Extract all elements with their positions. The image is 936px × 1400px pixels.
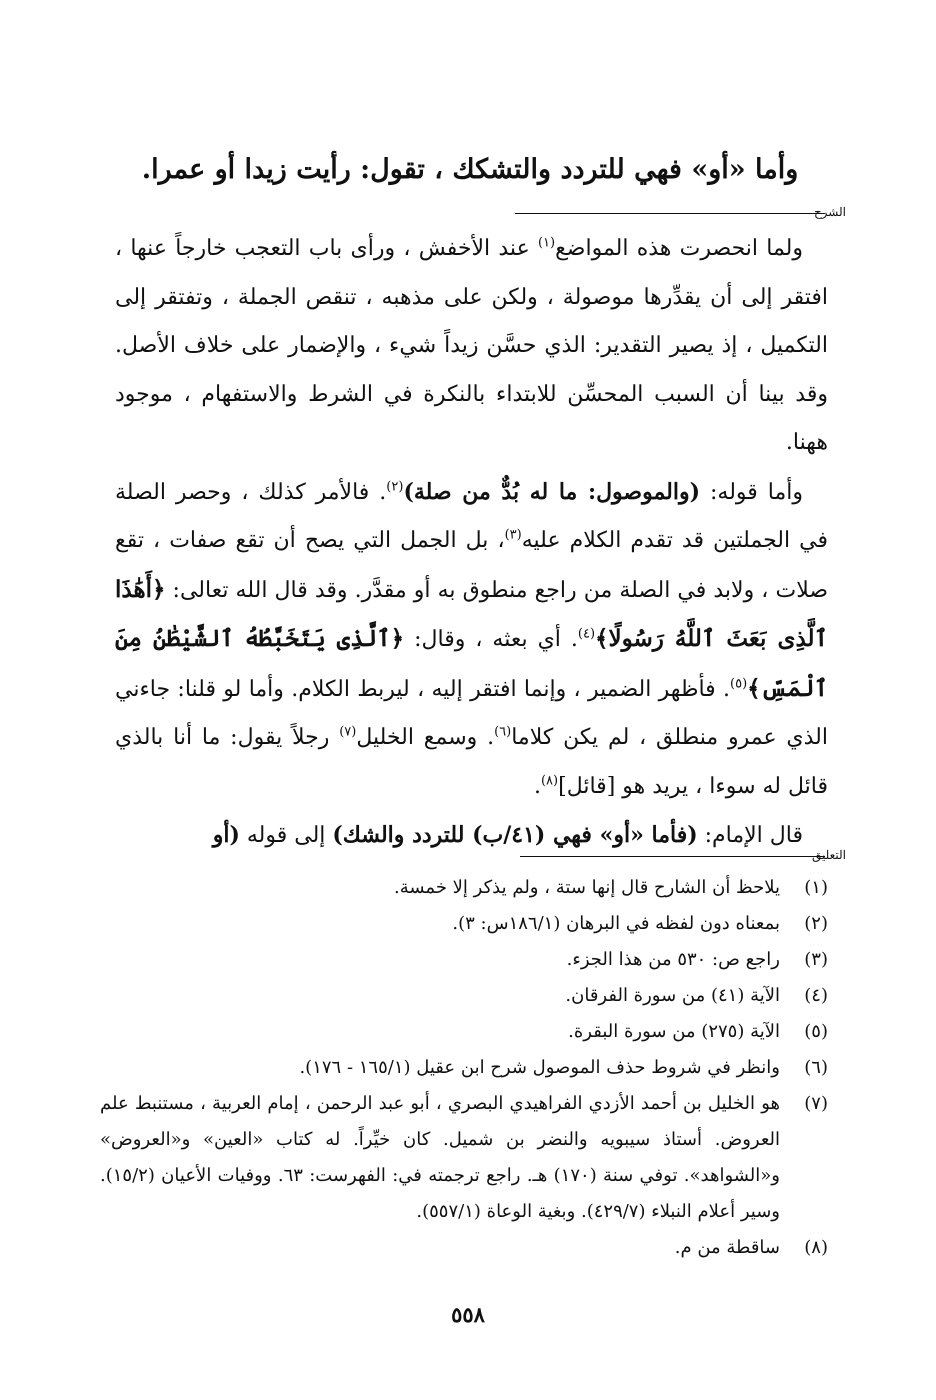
- footnote-text: وانظر في شروط حذف الموصول شرح ابن عقيل (١٦٥/١ - ١٧٦).: [299, 1057, 780, 1078]
- text-run: رجلاً يقول: ما أنا بالذي قائل له سوءا ، يريد هو [قائل]: [115, 725, 828, 799]
- footnote-number: (٣): [804, 949, 828, 970]
- footnote-text: الآية (٢٧٥) من سورة البقرة.: [568, 1021, 780, 1042]
- footnote-3: [100, 942, 828, 978]
- footnote-number: (٨): [804, 1237, 828, 1258]
- footnote-ref-3: (٣): [504, 527, 522, 543]
- text-run: .: [533, 773, 541, 799]
- quran-verse-2: ﴿ٱلَّذِى يَتَخَبَّطُهُ ٱلشَّيْطَٰنُ مِنَ ٱلْمَسِّ﴾: [115, 625, 828, 702]
- text-run: . فأظهر الضمير ، وإنما افتقر إليه ، ليربط الكلام. وأما لو قلنا: جاءني الذي عمرو منطلق ، لم يكن كلاما: [115, 676, 828, 750]
- commentary-body: [115, 225, 828, 861]
- footnote-ref-8: (٨): [540, 773, 559, 789]
- matn-heading: وأما «أو» فهي للتردد والتشكك ، تقول: رأيت زيدا أو عمرا.: [141, 154, 799, 185]
- paragraph-2: [115, 468, 828, 812]
- footnote-number: (٤): [804, 985, 828, 1006]
- footnote-ref-4: (٤): [577, 626, 596, 642]
- paragraph-3: [115, 811, 828, 861]
- footnote-text: راجع ص: ٥٣٠ من هذا الجزء.: [566, 949, 780, 970]
- text-run: . أي بعثه ، وقال:: [404, 627, 578, 652]
- footnote-text: هو الخليل بن أحمد الأزدي الفراهيدي البصري ، أبو عبد الرحمن ، إمام العربية ، مستنبط علم العروض. أستاذ سيبويه والنضر بن شميل. كان خيِّراً. له كتاب «العين» و«العروض» و«الشواهد». توفي سنة (١٧٠) هـ. راجع ترجمته في: الفهرست: ٦٣. ووفيات الأعيان (١٥/٢). وسير أعلام النبلاء (٤٢٩/٧). وبغية الوعاة (٥٥٧/١).: [100, 1093, 781, 1222]
- page-number: ٥٥٨: [451, 1302, 485, 1327]
- text-run: ، بل الجمل التي يصح أن تقع صفات ، تقع صلات ، ولابد في الصلة من راجع منطوق به أو مقدَّر. وقد قال الله تعالى:: [115, 528, 828, 603]
- footnote-ref-5: (٥): [730, 676, 748, 692]
- text-run: عند الأخفش ، ورأى باب التعجب خارجاً عنها ، افتقر إلى أن يقدِّرها موصولة ، ولكن على مذهبه ، تنقص الجملة ، وتفتقر إلى التكميل ، إذ يصير التقدير: الذي حسَّن زيداً شيء ، والإضمار على خلاف الأصل. وقد بينا أن السبب المحسِّن للابتداء بالنكرة في الشرط والاستفهام ، موجود ههنا.: [115, 236, 828, 455]
- text-run: ولما انحصرت هذه المواضع: [555, 236, 804, 261]
- footnote-8: [100, 1230, 828, 1266]
- taliq-label: التعليق: [811, 848, 846, 862]
- footnote-7: [100, 1086, 828, 1230]
- footnote-ref-7: (٧): [339, 724, 357, 740]
- footnote-6: [100, 1050, 828, 1086]
- quoted-matn: (أو: [212, 822, 240, 848]
- footnote-number: (١): [804, 877, 828, 898]
- quoted-matn: (والموصول: ما له بُدٌّ من صلة): [403, 478, 701, 505]
- sharh-label: الشرح: [813, 205, 846, 219]
- footnote-1: [100, 870, 828, 906]
- quran-verse-1: ﴿أَهَٰذَا ٱلَّذِى بَعَثَ ٱللَّهُ رَسُولًا﴾: [115, 575, 828, 652]
- footnote-number: (٦): [804, 1057, 828, 1078]
- footnote-ref-1: (١): [537, 235, 556, 251]
- footnote-number: (٧): [804, 1093, 828, 1114]
- sharh-divider: [515, 213, 825, 214]
- taliq-divider: [520, 856, 825, 857]
- paragraph-1: [115, 225, 828, 468]
- footnote-number: (٥): [804, 1021, 828, 1042]
- footnote-text: الآية (٤١) من سورة الفرقان.: [565, 985, 780, 1006]
- footnote-text: ساقطة من م.: [674, 1237, 780, 1258]
- text-run: قال الإمام:: [697, 823, 803, 848]
- text-run: وأما قوله:: [700, 479, 803, 505]
- text-run: . فالأمر كذلك ، وحصر الصلة في الجملتين قد تقدم الكلام عليه: [115, 479, 829, 553]
- footnote-5: [100, 1014, 828, 1050]
- footnote-number: (٢): [804, 913, 828, 934]
- footnote-2: [100, 906, 828, 942]
- text-run: إلى قوله: [239, 823, 333, 848]
- quoted-matn: (فأما «أو» فهي (٤١/ب) للتردد والشك): [332, 822, 698, 848]
- text-run: . وسمع الخليل: [356, 725, 495, 750]
- footnote-text: يلاحظ أن الشارح قال إنها ستة ، ولم يذكر إلا خمسة.: [393, 877, 780, 898]
- footnotes: [100, 870, 828, 1266]
- footnote-text: بمعناه دون لفظه في البرهان (١٨٦/١س: ٣).: [452, 913, 780, 934]
- footnote-ref-2: (٢): [386, 479, 404, 495]
- footnote-4: [100, 978, 828, 1014]
- footnote-ref-6: (٦): [494, 724, 512, 740]
